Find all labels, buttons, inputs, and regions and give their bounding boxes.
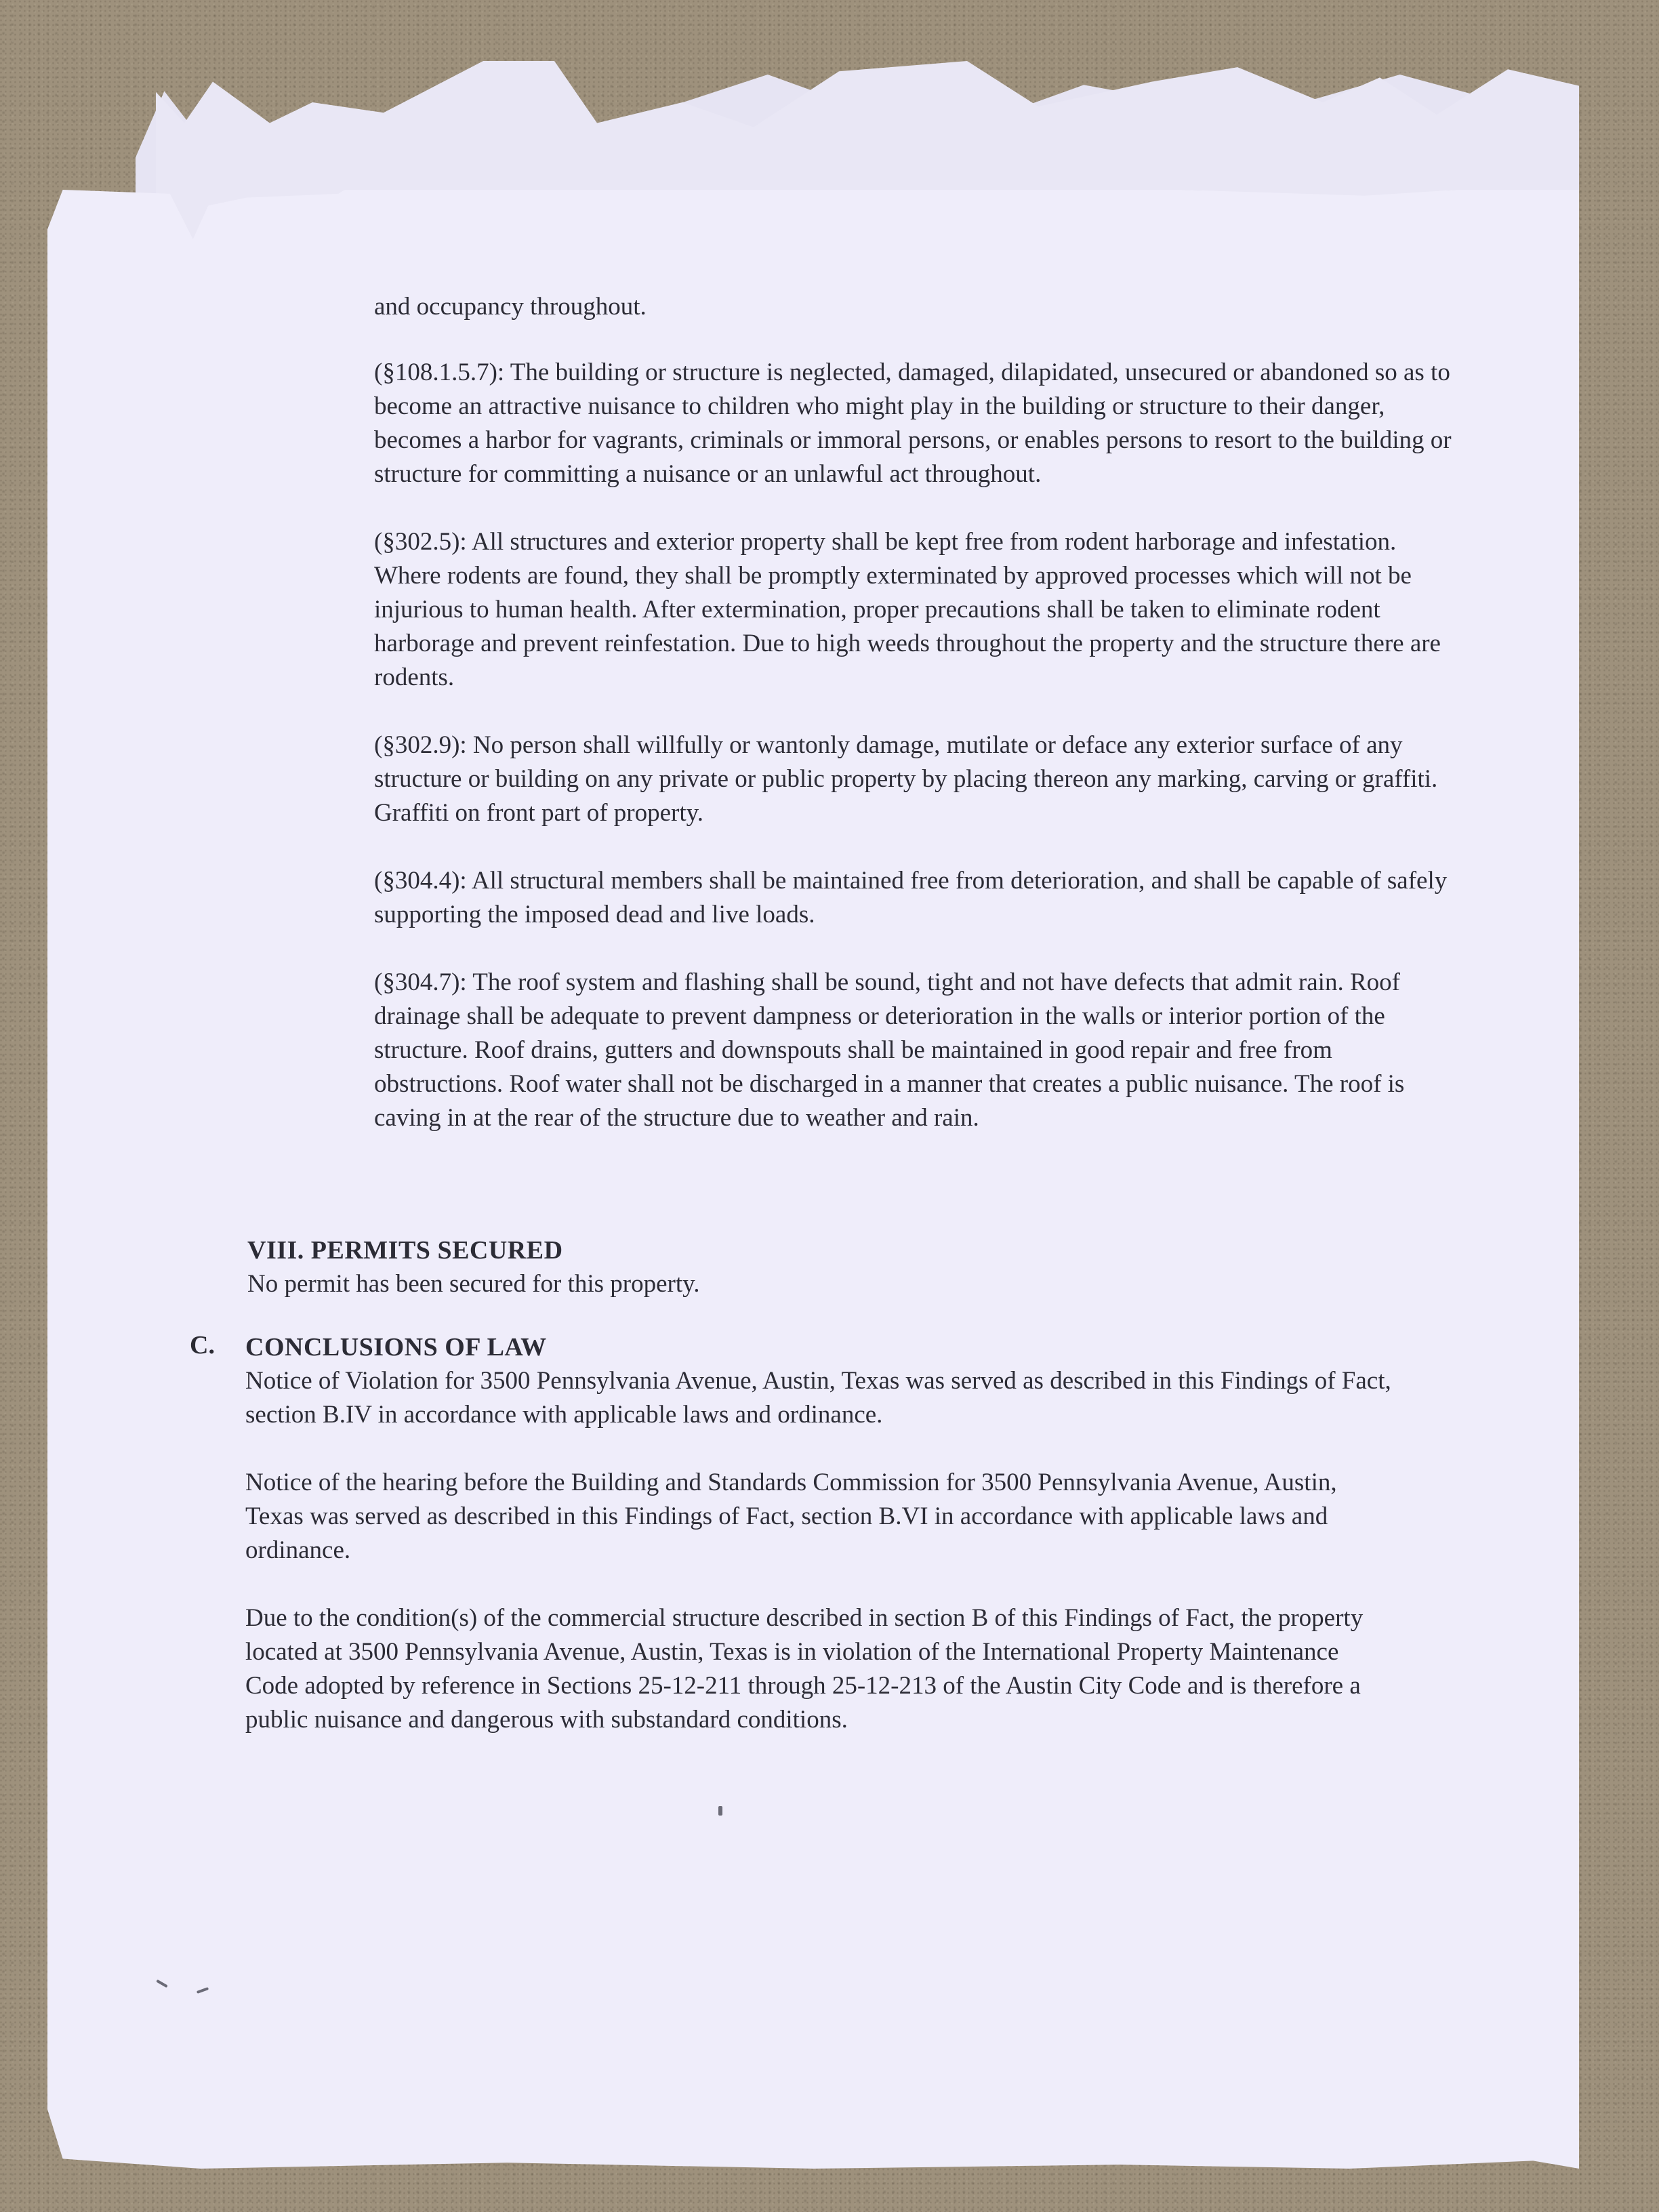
section-c-letter: C.	[190, 1331, 215, 1359]
section-viii	[247, 1233, 1467, 1301]
section-c-heading: CONCLUSIONS OF LAW	[245, 1333, 547, 1361]
staple-mark	[718, 1806, 722, 1816]
section-viii-body: No permit has been secured for this property.	[247, 1270, 700, 1298]
violation-304-7: (§304.7): The roof system and flashing shall be sound, tight and not have defects that admit rain. Roof drainage shall be adequate to prevent dampness or deterioration in the walls or interior portion of the structure. Roof drains, gutters and downspouts shall be maintained in good repair and free from obstructions. Roof water shall not be discharged in a manner that creates a public nuisance. The roof is caving in at the rear of the structure due to weather and rain.	[374, 968, 1405, 1132]
conclusion-paragraph: Notice of Violation for 3500 Pennsylvania Avenue, Austin, Texas was served as described in this Findings of Fact, section B.IV in accordance with applicable laws and ordinance.	[245, 1367, 1391, 1429]
violation-108-1-5-7: (§108.1.5.7): The building or structure is neglected, damaged, dilapidated, unsecured or abandoned so as to become an attractive nuisance to children who might play in the building or structure to their danger, becomes a harbor for vagrants, criminals or immoral persons, or enables persons to resort to the building or structure for committing a nuisance or an unlawful act throughout.	[374, 359, 1452, 488]
violation-304-4: (§304.4): All structural members shall be maintained free from deterioration, and shall be capable of safely supporting the imposed dead and live loads.	[374, 867, 1448, 928]
conclusion-paragraph: Notice of the hearing before the Building and Standards Commission for 3500 Pennsylvania Avenue, Austin, Texas was served as described in this Findings of Fact, section B.VI in accordance with applicable laws and ordinance.	[245, 1469, 1337, 1564]
conclusion-paragraph: Due to the condition(s) of the commercial structure described in section B of this Findings of Fact, the property located at 3500 Pennsylvania Avenue, Austin, Texas is in violation of the International Property Maintenance Code adopted by reference in Sections 25-12-211 through 25-12-213 of the Austin City Code and is therefore a public nuisance and dangerous with substandard conditions.	[245, 1604, 1364, 1734]
section-c	[245, 1330, 1397, 1737]
violation-302-9: (§302.9): No person shall willfully or wantonly damage, mutilate or deface any exterior surface of any structure or building on any private or public property by placing thereon any marking, carving or graffiti. Graffiti on front part of property.	[374, 731, 1438, 827]
violation-302-5: (§302.5): All structures and exterior property shall be kept free from rodent harborage and infestation. Where rodents are found, they shall be promptly exterminated by approved processes which will not be injurious to human health. After extermination, proper precautions shall be taken to eliminate rodent harborage and prevent reinfestation. Due to high weeds throughout the property and the structure there are rodents.	[374, 528, 1441, 691]
intro-line: and occupancy throughout.	[374, 293, 647, 321]
violations-list	[374, 356, 1452, 1135]
section-viii-heading: VIII. PERMITS SECURED	[247, 1236, 563, 1265]
